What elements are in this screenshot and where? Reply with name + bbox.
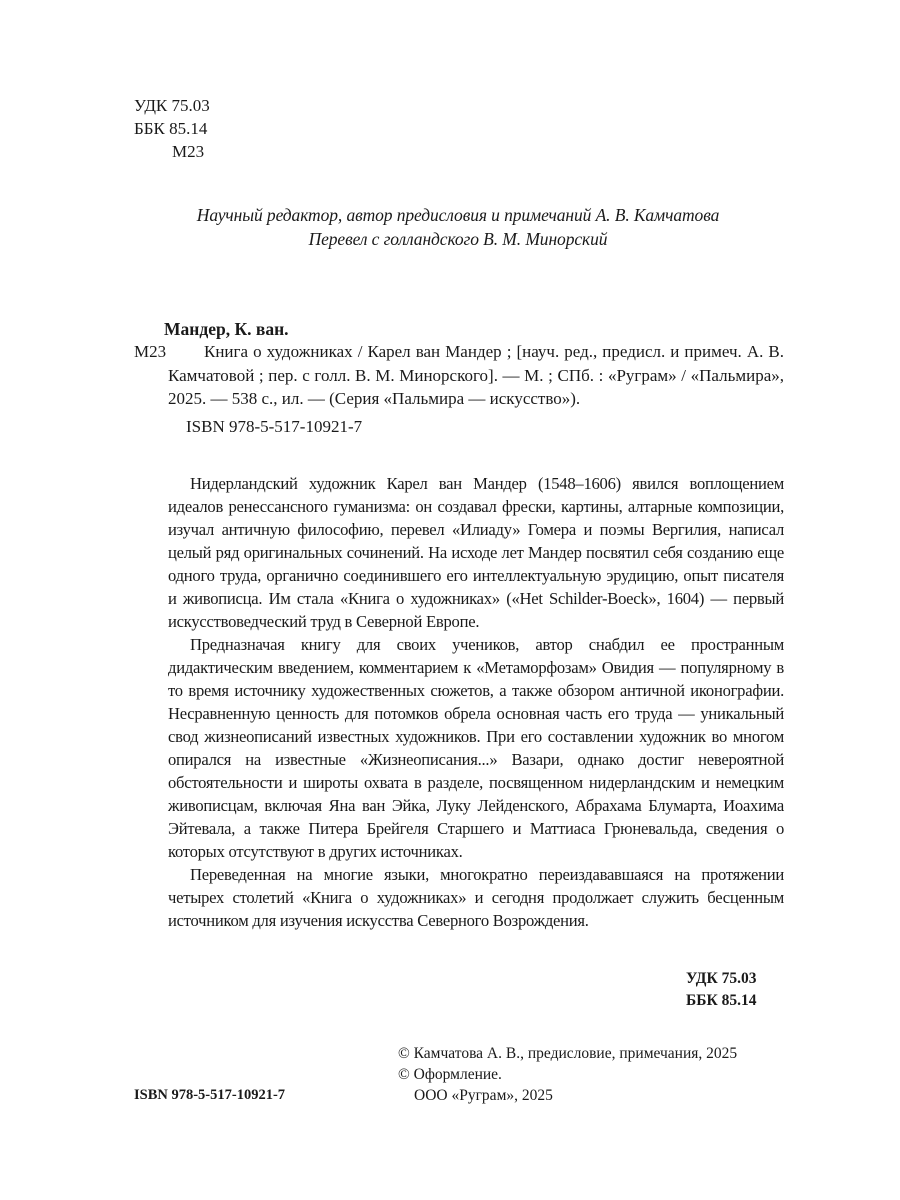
annotation-paragraph: Переведенная на многие языки, многократно переиздававшаяся на протяжении четырех столетий «Книга о художниках» и сегодня продолжает служить бесценным источником для изучения искусства Северного Возрождения.	[168, 865, 784, 930]
udk-code-bottom: УДК 75.03	[686, 970, 757, 987]
bib-row	[134, 340, 784, 411]
copyright-block	[398, 1043, 737, 1106]
editors-block	[100, 203, 816, 251]
translator-line: Перевел с голландского В. М. Минорский	[308, 229, 608, 249]
classification-bottom	[686, 968, 756, 1012]
copyright-line-author: © Камчатова А. В., предисловие, примечания, 2025	[398, 1045, 738, 1062]
bibliographic-entry	[134, 318, 784, 439]
bib-isbn: ISBN 978-5-517-10921-7	[186, 416, 363, 436]
isbn-bottom: ISBN 978-5-517-10921-7	[134, 1087, 286, 1103]
bib-author-mark: М23	[134, 342, 167, 361]
annotation	[168, 472, 784, 932]
bbk-code-bottom: ББК 85.14	[686, 992, 757, 1009]
copyright-line-design: © Оформление.	[398, 1066, 502, 1083]
bbk-code: ББК 85.14	[134, 119, 208, 138]
annotation-paragraph: Нидерландский художник Карел ван Мандер (1548–1606) явился воплощением идеалов ренессансного гуманизма: он создавал фрески, картины, алтарные композиции, изучал античную философию, перевел «Илиаду» Гомера и поэмы Вергилия, написал целый ряд оригинальных сочинений. На исходе лет Мандер посвятил себя созданию еще одного труда, органично соединившего его интеллектуальную эрудицию, опыт писателя и живописца. Им стала «Книга о художниках» («Het Schilder-Boeck», 1604) — первый искусствоведческий труд в Северной Европе.	[168, 474, 784, 631]
scientific-editor-line: Научный редактор, автор предисловия и примечаний А. В. Камчатова	[196, 205, 720, 225]
bib-author: Мандер, К. ван.	[164, 319, 289, 339]
copyright-line-publisher: ООО «Руграм», 2025	[414, 1087, 553, 1104]
udk-code: УДК 75.03	[134, 96, 210, 115]
bib-description: Книга о художниках / Карел ван Мандер ; [науч. ред., предисл. и примеч. А. В. Камчатовой ; пер. с голл. В. М. Минорского]. — М. ; СПб. : «Руграм» / «Пальмира», 2025. — 538 с., ил. — (Серия «Пальмира — искусство»).	[168, 342, 784, 408]
author-mark: М23	[172, 142, 205, 161]
annotation-paragraph: Предназначая книгу для своих учеников, автор снабдил ее пространным дидактическим введением, комментарием к «Метаморфозам» Овидия — популярному в то время источнику художественных сюжетов, а также обзором античной иконографии. Несравненную ценность для потомков обрела основная часть его труда — уникальный свод жизнеописаний известных художников. При его составлении художник во многом опирался на известные «Жизнеописания...» Вазари, однако достиг невероятной обстоятельности и широты охвата в разделе, посвященном нидерландским и немецким живописцам, включая Яна ван Эйка, Луку Лейденского, Абрахама Блумарта, Иоахима Эйтевала, а также Питера Брейгеля Старшего и Маттиаса Грюневальда, сведения о которых отсутствуют в других источниках.	[168, 635, 784, 861]
classification-top	[134, 94, 210, 163]
